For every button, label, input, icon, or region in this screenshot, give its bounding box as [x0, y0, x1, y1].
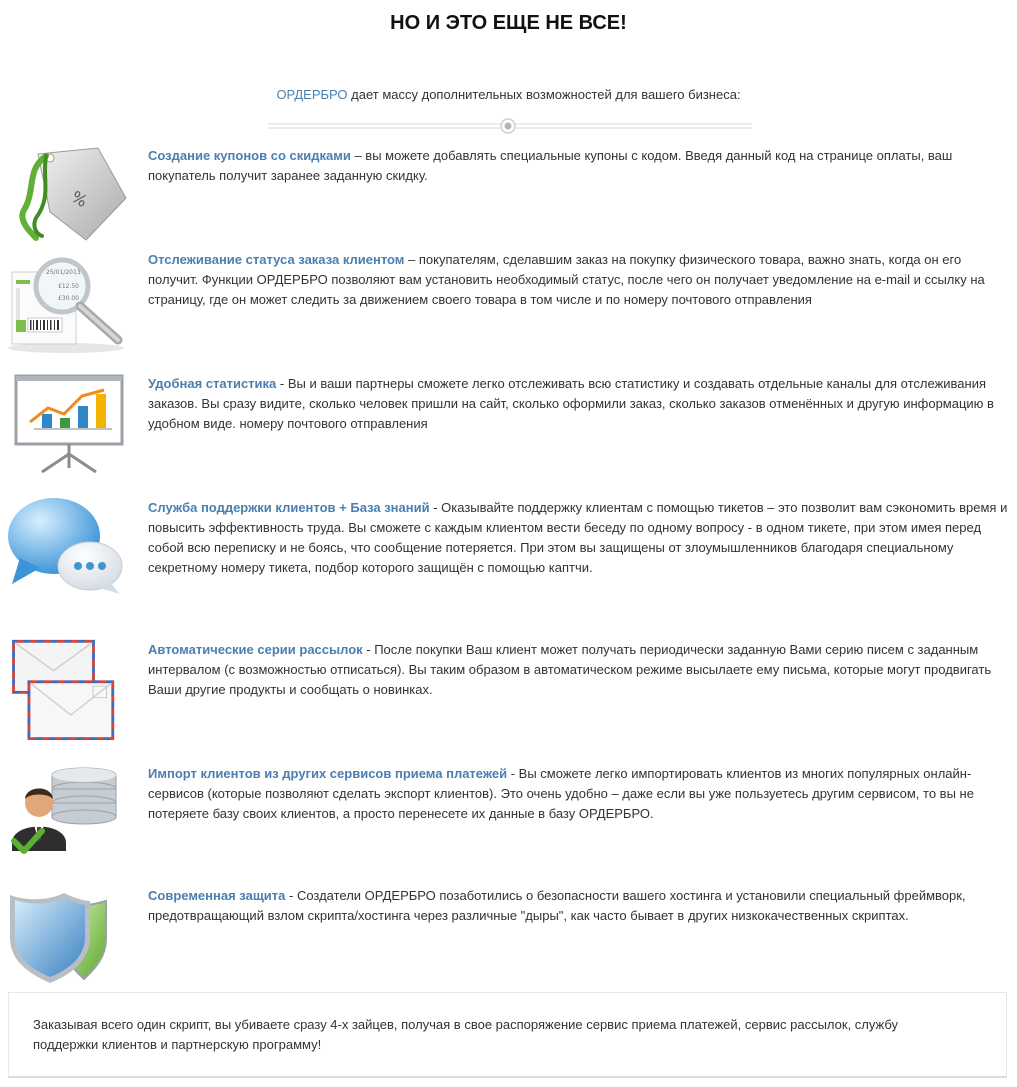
- page-title: НО И ЭТО ЕЩЕ НЕ ВСЕ!: [390, 12, 627, 34]
- feature-coupons: [0, 140, 1017, 240]
- receipt-date: 25/01/2013: [46, 269, 81, 276]
- feature-title: Автоматические серии рассылок: [148, 642, 363, 657]
- feature-title: Служба поддержки клиентов + База знаний: [148, 500, 430, 515]
- feature-support: [0, 494, 1017, 600]
- feature-title: Отслеживание статуса заказа клиентом: [148, 252, 405, 267]
- feature-security-text: [148, 886, 1010, 926]
- feature-title: Импорт клиентов из других сервисов приема платежей: [148, 766, 508, 781]
- receipt-amount-2: £30.00: [58, 295, 79, 302]
- feature-mailings-text: [148, 640, 1010, 700]
- feature-import-text: [148, 764, 1010, 824]
- section-divider: [268, 116, 752, 136]
- magnifier-receipt-icon: [6, 250, 128, 356]
- summary-box: [8, 992, 1007, 1078]
- feature-security: [0, 882, 1017, 978]
- intro-brand: ОРДЕРБРО: [276, 87, 348, 102]
- feature-description: - Создатели ОРДЕРБРО позаботились о безопасности вашего хостинга и установили специальный фреймворк, предотвращающий взлом скрипта/хостинга через различные "дыры", как часто бывает в других низкокачественных скриптах.: [148, 888, 966, 923]
- summary-text: Заказывая всего один скрипт, вы убиваете сразу 4-х зайцев, получая в свое распоряжение сервис приема платежей, сервис рассылок, службу поддержки клиентов и партнерскую программу!: [33, 1017, 899, 1052]
- feature-description: - Вы и ваши партнеры сможете легко отслеживать всю статистику и создавать отдельные каналы для отслеживания заказов. Вы сразу видите, сколько человек пришли на сайт, сколько оформили заказ, сколько заказов отменённых и другую информацию в удобном виде. номеру почтового отправления: [148, 376, 994, 431]
- svg-text:%: %: [68, 187, 91, 212]
- feature-support-text: [148, 498, 1010, 578]
- feature-mailings: [0, 636, 1017, 746]
- receipt-amount-1: £12.50: [58, 283, 79, 290]
- feature-statistics-text: [148, 374, 1010, 434]
- feature-description: – вы можете добавлять специальные купоны с кодом. Введя данный код на странице оплаты, ваш покупатель получит заранее заданную скидку.: [148, 148, 953, 183]
- feature-order-tracking: [0, 250, 1017, 356]
- feature-order-tracking-text: [148, 250, 1010, 310]
- feature-description: – покупателям, сделавшим заказ на покупку физического товара, важно знать, когда он его получит. Функции ОРДЕРБРО позволяют вам установить необходимый статус, после чего он получает уведомление на e-mail и ссылку на страницу, где он может следить за движением своего товара в том числе и по номеру почтового отправления: [148, 252, 985, 307]
- feature-import: [0, 760, 1017, 852]
- intro-text: [0, 87, 1017, 102]
- user-database-icon: [6, 760, 128, 866]
- presentation-chart-icon: [6, 372, 128, 478]
- feature-title: Создание купонов со скидками: [148, 148, 351, 163]
- intro-description: дает массу дополнительных возможностей для вашего бизнеса:: [347, 87, 741, 102]
- feature-title: Удобная статистика: [148, 376, 277, 391]
- feature-coupons-text: [148, 146, 1010, 186]
- chat-bubbles-icon: [6, 494, 128, 600]
- feature-title: Современная защита: [148, 888, 286, 903]
- feature-description: - После покупки Ваш клиент может получать периодически заданную Вами серию писем с заданным интервалом (с возможностью отписаться). Вы таким образом в автоматическом режиме высылаете ему письма, которые могут продвигать Ваши другие продукты и сообщать о новинках.: [148, 642, 992, 697]
- feature-description: - Оказывайте поддержку клиентам с помощью тикетов – это позволит вам сэкономить время и повысить эффективность труда. Вы сможете с каждым клиентом вести беседу по одному вопросу - в одном тикете, при этом имея перед собой всю переписку и не боясь, что сообщение потеряется. При этом вы защищены от злоумышленников благодаря специальному секретному номеру тикета, подбор которого защищён с помощью каптчи.: [148, 500, 1008, 575]
- shield-icon: [6, 882, 128, 988]
- feature-statistics: [0, 372, 1017, 478]
- envelopes-icon: [6, 636, 128, 742]
- feature-description: - Вы сможете легко импортировать клиентов из многих популярных онлайн-сервисов (которые позволяют сделать экспорт клиентов). Это очень удобно – даже если вы уже пользуетесь другим сервисом, то вы не потеряете базу своих клиентов, а просто перенесете их данные в базу ОРДЕРБРО.: [148, 766, 974, 821]
- coupon-tag-icon: [6, 140, 128, 246]
